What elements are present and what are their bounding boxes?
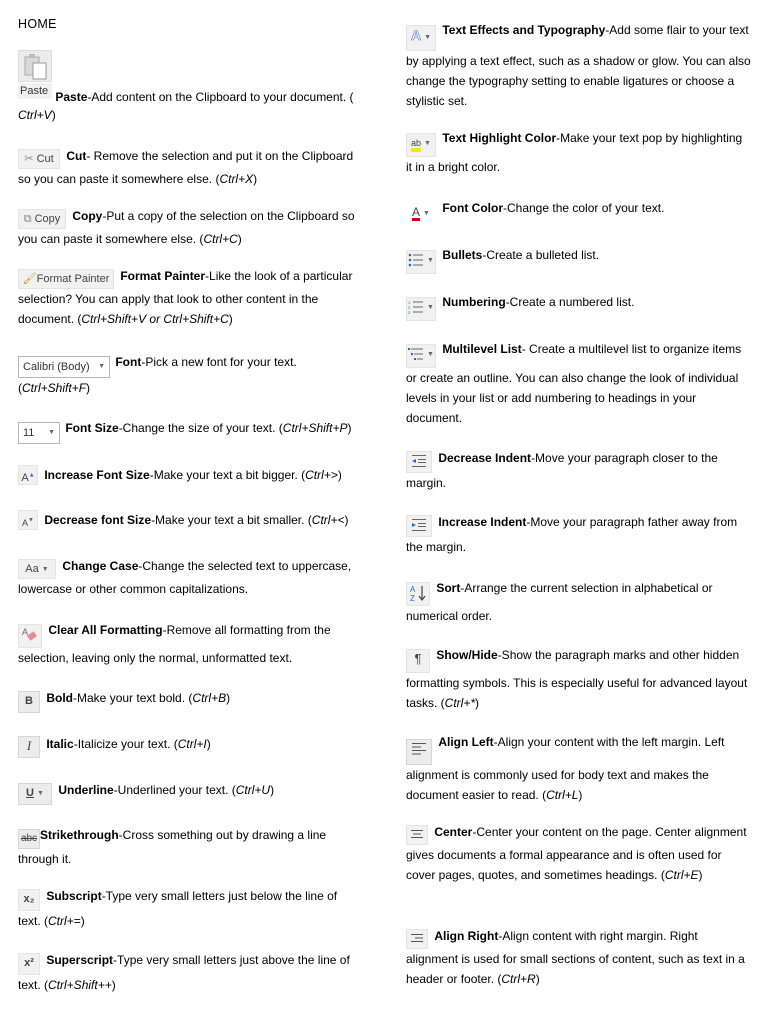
align-right-icon [410, 933, 424, 945]
entry-title: Superscript [46, 953, 114, 967]
entry-desc: -Create a numbered list. [505, 295, 635, 309]
font-name-dropdown[interactable] [18, 356, 110, 378]
entry-align-right [406, 926, 751, 989]
superscript-button[interactable] [18, 953, 40, 975]
svg-text:3: 3 [408, 310, 411, 315]
eraser-icon [20, 625, 40, 645]
decrease-indent-button[interactable] [406, 451, 432, 473]
entry-desc: -Align your content with the left margin. Left alignment is commonly used for body text and makes the document easier to read. ( [406, 735, 725, 802]
paste-label: Paste [18, 83, 52, 99]
entry-font-color [406, 198, 751, 227]
entry-desc: - Create a multilevel list to organize items or create an outline. You can also change the look of individual levels in your list or add numbering to headings in your document. [406, 342, 742, 425]
entry-shortcut: Ctrl+V [18, 108, 52, 122]
entry-title: Multilevel List [442, 342, 522, 356]
center-button[interactable] [406, 825, 428, 845]
subscript-icon: x₂ [23, 893, 35, 905]
format-painter-label: Format Painter [36, 273, 110, 285]
entry-desc: -Make your text a bit bigger. ( [149, 468, 306, 482]
entry-title: Bullets [442, 248, 483, 262]
entry-title: Sort [436, 581, 461, 595]
entry-title: Text Effects and Typography [442, 23, 606, 37]
font-size-value: 11 [23, 427, 35, 439]
entry-title: Change Case [62, 559, 139, 573]
entry-bold [18, 688, 363, 713]
entry-font-size [18, 418, 363, 444]
bullets-icon [408, 253, 424, 267]
entry-title: Font Color [442, 201, 503, 215]
entry-end: ) [206, 737, 211, 751]
numbering-button[interactable] [406, 297, 436, 321]
entry-title: Text Highlight Color [442, 131, 557, 145]
entry-end: ) [344, 513, 349, 527]
entry-end: ) [475, 696, 480, 710]
entry-title: Decrease Indent [438, 451, 532, 465]
paintbrush-icon: 🖌 [22, 273, 37, 285]
svg-text:Z: Z [410, 594, 415, 604]
entry-show-hide [406, 645, 751, 713]
chevron-down-icon: ▼ [423, 210, 430, 217]
shrink-font-icon: A▼ [22, 517, 34, 528]
entry-desc: -Center your content on the page. Center alignment gives documents a formal appearance and is often used for cover pages, quotes, and sometimes headings. ( [406, 825, 747, 882]
entry-change-case [18, 556, 363, 599]
entry-text-effects [406, 20, 751, 111]
entry-desc: -Type very small letters just below the line of text. ( [18, 889, 338, 928]
entry-end: ) [253, 172, 258, 186]
entry-center [406, 822, 751, 885]
text-effects-icon: A [410, 27, 422, 43]
entry-title: Font [115, 355, 142, 369]
clear-formatting-button[interactable] [18, 624, 42, 648]
entry-shortcut: Ctrl+E [664, 868, 699, 882]
decrease-font-size-button[interactable] [18, 510, 38, 530]
cut-label: Cut [36, 153, 54, 165]
chevron-down-icon: ▼ [424, 140, 431, 147]
change-case-icon: Aa [25, 563, 39, 575]
entry-title: Increase Indent [438, 515, 527, 529]
entry-title: Italic [46, 737, 74, 751]
increase-font-size-button[interactable] [18, 465, 38, 485]
entry-paste [18, 50, 363, 125]
align-left-button[interactable] [406, 739, 432, 765]
chevron-down-icon: ▼ [427, 257, 434, 264]
entry-desc: -Type very small letters just above the line of text. ( [18, 953, 350, 992]
page-heading: HOME [18, 17, 57, 31]
chevron-down-icon: ▼ [41, 566, 49, 573]
entry-numbering [406, 292, 751, 321]
entry-end: ) [80, 914, 85, 928]
entry-title: Center [434, 825, 473, 839]
entry-shortcut: Ctrl+X [219, 172, 254, 186]
underline-icon: U [26, 787, 34, 799]
entry-title: Strikethrough [40, 828, 119, 842]
entry-desc: -Align content with right margin. Right alignment is used for small sections of content, such as text in a header or footer. ( [406, 929, 745, 986]
entry-shortcut: Ctrl+Shift+F [22, 381, 87, 395]
entry-title: Clear All Formatting [48, 623, 163, 637]
entry-italic [18, 734, 363, 758]
entry-shortcut: Ctrl+> [305, 468, 338, 482]
entry-desc: -Move your paragraph closer to the margin. [406, 451, 718, 490]
entry-text-highlight [406, 128, 751, 177]
entry-underline [18, 780, 363, 805]
entry-desc: -Underlined your text. ( [113, 783, 236, 797]
entry-title: Paste [55, 90, 88, 104]
copy-label: Copy [34, 213, 61, 225]
copy-icon: ⧉ [23, 213, 32, 225]
entry-end: ) [535, 972, 540, 986]
entry-title: Show/Hide [436, 648, 498, 662]
entry-shortcut: Ctrl+I [177, 737, 207, 751]
entry-decrease-indent [406, 448, 751, 493]
entry-title: Bold [46, 691, 74, 705]
entry-desc: -Change the selected text to uppercase, lowercase or other common capitalizations. [18, 559, 352, 596]
entry-title: Align Right [434, 929, 499, 943]
entry-format-painter [18, 266, 363, 329]
entry-shortcut: Ctrl+Shift++ [48, 978, 112, 992]
show-hide-button[interactable] [406, 649, 430, 673]
entry-title: Cut [66, 149, 87, 163]
entry-desc: -Make your text pop by highlighting it in a bright color. [406, 131, 743, 174]
sort-button[interactable] [406, 582, 430, 606]
entry-desc: -Cross something out by drawing a line through it. [18, 828, 327, 866]
paste-button[interactable] [18, 50, 52, 99]
entry-desc: -Create a bulleted list. [482, 248, 600, 262]
entry-superscript [18, 950, 363, 995]
italic-button[interactable] [18, 736, 40, 758]
entry-cut [18, 146, 363, 189]
text-effects-button[interactable] [406, 25, 436, 51]
chevron-down-icon: ▼ [427, 351, 434, 358]
entry-title: Copy [72, 209, 103, 223]
increase-indent-button[interactable] [406, 515, 432, 537]
entry-title: Underline [58, 783, 114, 797]
entry-desc: -Move your paragraph father away from the margin. [406, 515, 738, 554]
strikethrough-button[interactable] [18, 829, 40, 849]
bold-icon: B [25, 695, 33, 707]
entry-shortcut: Ctrl+Shift+P [282, 421, 348, 435]
svg-text:1: 1 [408, 300, 411, 306]
entry-end: ) [578, 788, 583, 802]
italic-icon: I [26, 738, 32, 753]
entry-desc: -Change the color of your text. [503, 201, 665, 215]
entry-shortcut: Ctrl+= [48, 914, 81, 928]
entry-title: Subscript [46, 889, 102, 903]
highlighter-icon: ab [411, 138, 421, 152]
entry-shortcut: Ctrl+Shift+V or Ctrl+Shift+C [81, 312, 229, 326]
entry-title: Numbering [442, 295, 506, 309]
cut-button[interactable] [18, 149, 60, 169]
entry-decrease-font-size [18, 510, 363, 530]
decrease-indent-icon [411, 454, 427, 468]
entry-shortcut: Ctrl+L [546, 788, 579, 802]
entry-copy [18, 206, 363, 249]
entry-end: ) [226, 691, 231, 705]
bold-button[interactable] [18, 691, 40, 713]
entry-shortcut: Ctrl+< [311, 513, 345, 527]
scissors-icon: ✂ [24, 153, 34, 165]
entry-end: ) [51, 108, 56, 122]
superscript-icon: x² [24, 957, 34, 969]
entry-font [18, 352, 363, 398]
copy-button[interactable] [18, 209, 66, 229]
entry-end: ) [347, 421, 352, 435]
underline-button[interactable] [18, 783, 52, 805]
entry-sort [406, 578, 751, 626]
font-color-icon: A [412, 205, 421, 219]
entry-desc: -Like the look of a particular selection? You can apply that look to other content in the document. ( [18, 269, 353, 326]
align-center-icon [410, 829, 424, 841]
text-highlight-button[interactable] [406, 133, 436, 157]
multilevel-list-icon [408, 347, 424, 361]
multilevel-list-button[interactable] [406, 344, 436, 368]
entry-desc: -Show the paragraph marks and other hidden formatting symbols. This is especially useful for advanced layout tasks. ( [406, 648, 748, 710]
entry-title: Format Painter [120, 269, 206, 283]
entry-bullets [406, 245, 751, 274]
clipboard-icon [18, 50, 52, 82]
entry-end: ) [111, 978, 116, 992]
chevron-down-icon: ▼ [98, 363, 105, 370]
entry-end: ) [337, 468, 342, 482]
entry-shortcut: Ctrl+* [444, 696, 476, 710]
increase-indent-icon [411, 518, 427, 532]
format-painter-button[interactable] [18, 269, 114, 289]
font-color-button[interactable] [406, 203, 436, 227]
entry-title: Decrease font Size [44, 513, 152, 527]
entry-align-left [406, 732, 751, 805]
svg-text:A: A [22, 627, 29, 638]
font-name-value: Calibri (Body) [23, 361, 90, 373]
entry-desc: -Arrange the current selection in alphabetical or numerical order. [406, 581, 713, 624]
entry-increase-font-size [18, 465, 363, 485]
change-case-button[interactable] [18, 559, 56, 579]
entry-title: Increase Font Size [44, 468, 150, 482]
entry-increase-indent [406, 512, 751, 557]
entry-clear-formatting [18, 620, 363, 668]
entry-shortcut: Ctrl+U [235, 783, 271, 797]
svg-text:2: 2 [408, 305, 411, 311]
chevron-down-icon: ▼ [48, 429, 55, 436]
chevron-down-icon: ▼ [424, 34, 432, 41]
align-right-button[interactable] [406, 929, 428, 949]
entry-end: ) [270, 783, 275, 797]
entry-desc: -Make your text a bit smaller. ( [151, 513, 312, 527]
entry-end: ) [228, 312, 233, 326]
numbering-icon [408, 300, 424, 314]
entry-shortcut: Ctrl+B [192, 691, 227, 705]
entry-desc: -Put a copy of the selection on the Clipboard so you can paste it somewhere else. ( [18, 209, 355, 246]
entry-end: ) [698, 868, 703, 882]
bullets-button[interactable] [406, 250, 436, 274]
chevron-down-icon: ▼ [427, 304, 434, 311]
entry-strikethrough [18, 825, 363, 869]
entry-desc: -Make your text bold. ( [73, 691, 193, 705]
sort-icon [409, 583, 427, 603]
entry-end: ) [237, 232, 242, 246]
entry-title: Font Size [65, 421, 119, 435]
align-left-icon [411, 742, 427, 756]
strikethrough-icon: abc [20, 833, 38, 844]
entry-title: Align Left [438, 735, 494, 749]
svg-text:A: A [410, 585, 416, 595]
entry-desc: -Add some flair to your text by applying a text effect, such as a shadow or glow. You can also change the typography setting to enable ligatures or choose a stylistic set. [406, 23, 751, 108]
entry-shortcut: Ctrl+R [501, 972, 536, 986]
entry-end: ) [86, 381, 91, 395]
subscript-button[interactable] [18, 889, 40, 911]
entry-desc: -Pick a new font for your text. ( [18, 355, 297, 395]
chevron-down-icon: ▼ [37, 790, 44, 797]
entry-subscript [18, 886, 363, 931]
entry-desc: -Add content on the Clipboard to your document. ( [87, 90, 354, 104]
entry-multilevel-list [406, 339, 751, 428]
entry-desc: - Remove the selection and put it on the Clipboard so you can paste it somewhere else. ( [18, 149, 354, 186]
grow-font-icon: A▲ [21, 472, 35, 484]
entry-desc: -Italicize your text. ( [73, 737, 178, 751]
font-size-dropdown[interactable] [18, 422, 60, 444]
entry-desc: -Change the size of your text. ( [118, 421, 283, 435]
entry-desc: -Remove all formatting from the selection, leaving only the normal, unformatted text. [18, 623, 331, 666]
pilcrow-icon: ¶ [414, 651, 422, 666]
entry-shortcut: Ctrl+C [203, 232, 238, 246]
